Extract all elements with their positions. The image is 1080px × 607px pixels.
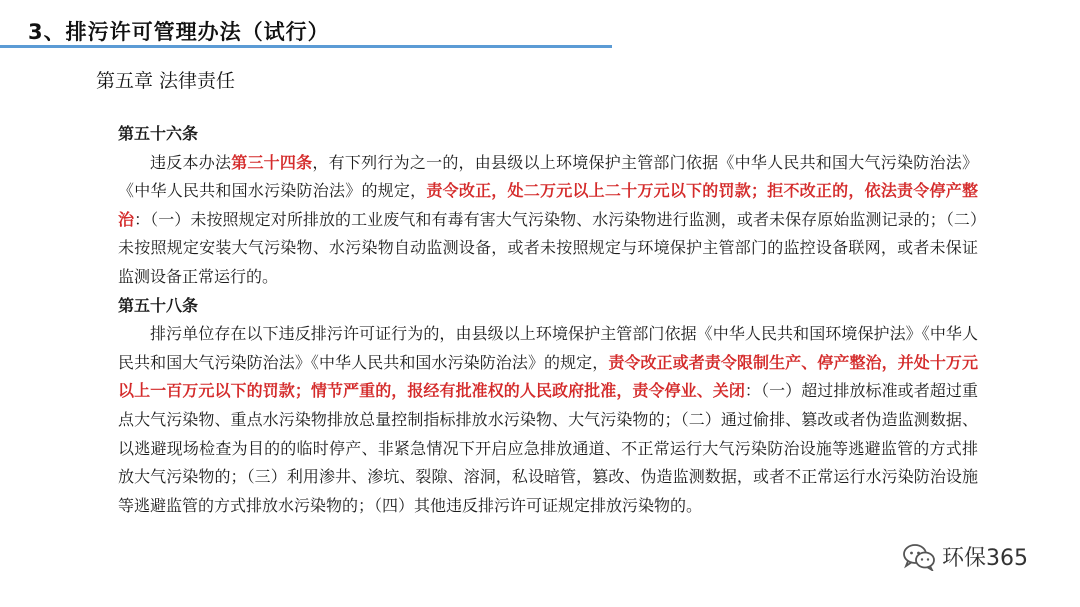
article-56-text-segment: ：（一）未按照规定对所排放的工业废气和有毒有害大气污染物、水污染物进行监测，或者未保存原始监测记录的；（二）未按照规定安装大气污染物、水污染物自动监测设备，或者未按照规定与环境保护主管部门的监控设备联网，或者未保证监测设备正常运行的。: [118, 209, 978, 286]
article-56-text: [118, 149, 978, 292]
article-58-text-segment: 排污单位存在以下违反排污许可证行为的，由县级以上环境保护主管部门依据《中华人民共和国环境保护法》《中华人民共和国大气污染防治法》《中华人民共和国水污染防治法》的规定，: [118, 324, 978, 372]
article-56-text-segment: ，有下列行为之一的，由县级以上环境保护主管部门依据《中华人民共和国大气污染防治法》《中华人民共和国水污染防治法》的规定，: [118, 152, 978, 201]
article-56-text-segment: 违反本办法: [150, 152, 232, 172]
article-58-title: 第五十八条: [118, 295, 199, 315]
document-body: [118, 120, 978, 520]
article-56-title: 第五十六条: [118, 124, 199, 143]
watermark: [902, 541, 1028, 572]
chapter-title: 第五章 法律责任: [96, 70, 236, 92]
watermark-text: 环保365: [942, 546, 1028, 571]
article-56-highlight-penalty: 责令改正，处二万元以上二十万元以下的罚款；拒不改正的，依法责令停产整治: [118, 181, 978, 229]
article-56-highlight-reference: 第三十四条: [231, 152, 313, 172]
article-58-highlight-penalty: 责令改正或者责令限制生产、停产整治，并处十万元以上一百万元以下的罚款；情节严重的，报经有批准权的人民政府批准，责令停业、关闭: [118, 352, 978, 401]
article-58-text-segment: ：（一）超过排放标准或者超过重点大气污染物、重点水污染物排放总量控制指标排放水污染物、大气污染物的；（二）通过偷排、篡改或者伪造监测数据、以逃避现场检查为目的的临时停产、非紧急情况下开启应急排放通道、不正常运行大气污染防治设施等逃避监管的方式排放大气污染物的；（三）利用渗井、渗坑、裂隙、溶洞，私设暗管，篡改、伪造监测数据，或者不正常运行水污染防治设施等逃避监管的方式排放水污染物的；（四）其他违反排污许可证规定排放污染物的。: [118, 381, 978, 515]
header-divider: [0, 45, 612, 48]
article-58-text: [118, 320, 978, 520]
page-title: 3、排污许可管理办法（试行）: [28, 20, 330, 44]
wechat-icon: [902, 543, 936, 571]
